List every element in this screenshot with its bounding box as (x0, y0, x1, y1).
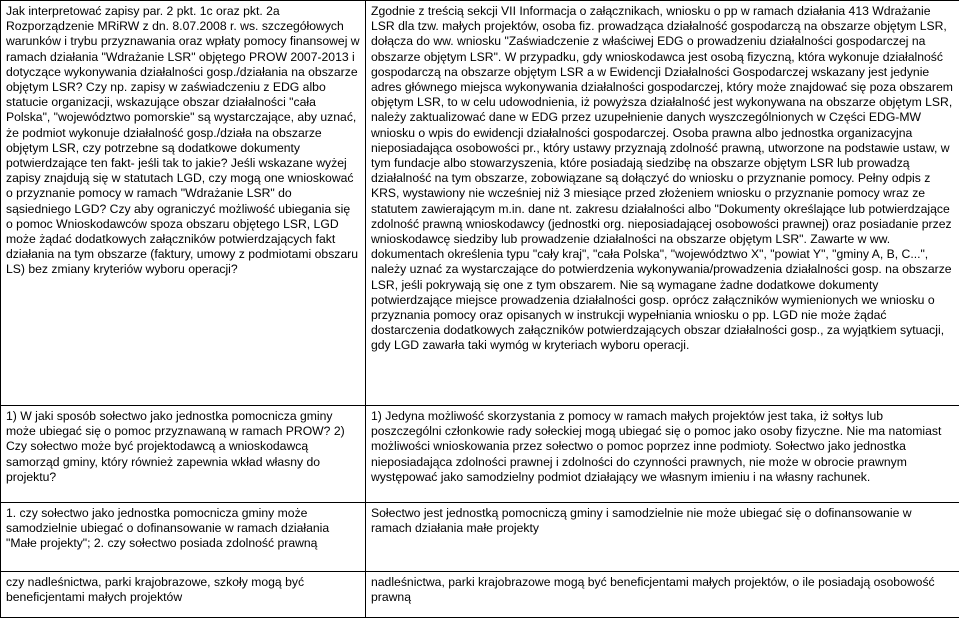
table-row (1, 572, 959, 618)
table-row (1, 503, 959, 572)
question-cell (1, 572, 366, 618)
question-cell (1, 1, 366, 406)
question-text: 1. czy sołectwo jako jednostka pomocnicza gminy może samodzielnie ubiegać o dofinansowanie w ramach działania "Małe projekty"; 2. czy sołectwo posiada zdolność prawną (6, 506, 329, 550)
answer-text: Sołectwo jest jednostką pomocniczą gminy i samodzielnie nie może ubiegać się o dofinansowanie w ramach działania małe projekty (371, 506, 912, 535)
question-cell (1, 503, 366, 572)
answer-text: nadleśnictwa, parki krajobrazowe mogą być beneficjentami małych projektów, o ile posiadają osobowość prawną (371, 575, 935, 604)
answer-cell (366, 1, 959, 406)
question-text: 1) W jaki sposób sołectwo jako jednostka pomocnicza gminy może ubiegać się o pomoc przyznawaną w ramach PROW? 2) Czy sołectwo może być projektodawcą a wnioskodawcą samorząd gminy, który również zapewnia wkład własny do projektu? (6, 409, 345, 484)
answer-cell (366, 406, 959, 503)
question-text: Jak interpretować zapisy par. 2 pkt. 1c oraz pkt. 2a Rozporządzenie MRiRW z dn. 8.07.2008 r. ws. szczegółowych warunków i trybu przyznawania oraz wpłaty pomocy finansowej w ramach działania "Wdrażanie LSR" objętego PROW 2007-2013 i dotyczące wykonywania działalności gosp./działania na obszarze objętym LSR? Czy np. zapisy w zaświadczeniu z EDG albo statucie organizacji, wskazujące obszar działalności "cała Polska", "województwo pomorskie" są wystarczające, aby uznać, że podmiot wykonuje działalność gosp./działa na obszarze objętym LSR, czy potrzebne są dodatkowe dokumenty potwierdzające ten fakt- jeśli tak to jakie? Jeśli wskazane wyżej zapisy znajdują się w statutach LGD, czy mogą one wnioskować o przyznanie pomocy w ramach "Wdrażanie LSR" do sąsiedniego LGD? Czy aby ograniczyć możliwość ubiegania się o pomoc Wnioskodawców spoza obszaru objętego LSR, LGD może żądać dodatkowych załączników potwierdzających fakt działania na tym obszarze (faktury, umowy z podmiotami obszaru LS) bez zmiany kryteriów wyboru operacji? (6, 4, 360, 276)
question-cell (1, 406, 366, 503)
answer-cell (366, 572, 959, 618)
table-row (1, 406, 959, 503)
answer-text: 1) Jedyna możliwość skorzystania z pomocy w ramach małych projektów jest taka, iż sołtys lub poszczególni członkowie rady sołeckiej mogą ubiegać się o pomoc jako osoby fizyczne. Nie ma natomiast możliwości wnioskowania przez sołectwo o pomoc poprzez inne podmioty. Sołectwo jako jednostka nieposiadająca zdolności prawnej i zdolności do czynności prawnych, nie może w obrocie prawnym występować jako samodzielny podmiot działający we własnym imieniu i na własny rachunek. (371, 409, 941, 484)
answer-text: Zgodnie z treścią sekcji VII Informacja o załącznikach, wniosku o pp w ramach działania 413 Wdrażanie LSR dla tzw. małych projektów, osoba fiz. prowadząca działalność gospodarczą na obszarze objętym LSR, dołącza do ww. wniosku "Zaświadczenie z właściwej EDG o prowadzeniu działalności gospodarczej na obszarze objętym LSR". W przypadku, gdy wnioskodawca jest osobą fizyczną, która wykonuje działalność gospodarczą na obszarze objętym LSR a w Ewidencji Działalności Gospodarczej wskazany jest jedynie adres głównego miejsca wykonywania działalności gospodarczej, który może znajdować się poza obszarem objętym LSR, to w celu udowodnienia, iż powyższa działalność jest wykonywana na obszarze objętym LSR, należy zaktualizować dane w EDG przez uzupełnienie danych wyszczególnionych w Części EDG-MW wniosku o wpis do ewidencji działalności gospodarczej. Osoba prawna albo jednostka organizacyjna nieposiadająca osobowości pr., który ustawy przyznają zdolność prawną, utworzone na podstawie ustaw, w tym fundacje albo stowarzyszenia, które posiadają siedzibę na obszarze objętym LSR lub prowadzą działalność na tym obszarze, zobowiązane są dołączyć do wniosku o przyznanie pomocy. Pełny odpis z KRS, wystawiony nie wcześniej niż 3 miesiące przed złożeniem wniosku o przyznanie pomocy wraz ze statutem zawierającym m.in. dane nt. zakresu działalności albo "Dokumenty określające lub potwierdzające zdolność prawną wnioskodawcy (jednostki org. nieposiadającej osobowości prawnej) oraz posiadanie przez wnioskodawcę siedziby lub prowadzenie działalności na obszarze objętym LSR". Zawarte w ww. dokumentach określenia typu "cały kraj", "cała Polska", "województwo X", "powiat Y", "gminy A, B, C...", należy uznać za wystarczające do potwierdzenia wykonywania/prowadzenia działalności gosp. na obszarze LSR, jeśli pokrywają się one z tym obszarem. Nie są wymagane żadne dodatkowe dokumenty potwierdzające miejsce prowadzenia działalności gosp. oprócz załączników wymienionych we wniosku o przyznania pomocy oraz opisanych w instrukcji wypełniania wniosku o pp. LGD nie może żądać dostarczenia dodatkowych załączników potwierdzających obszar działalności gosp., za wyjątkiem sytuacji, gdy LGD zawarła taki wymóg w kryteriach wyboru operacji. (371, 4, 953, 352)
answer-cell (366, 503, 959, 572)
question-text: czy nadleśnictwa, parki krajobrazowe, szkoły mogą być beneficjentami małych projektów (6, 575, 304, 604)
table-row (1, 1, 959, 406)
